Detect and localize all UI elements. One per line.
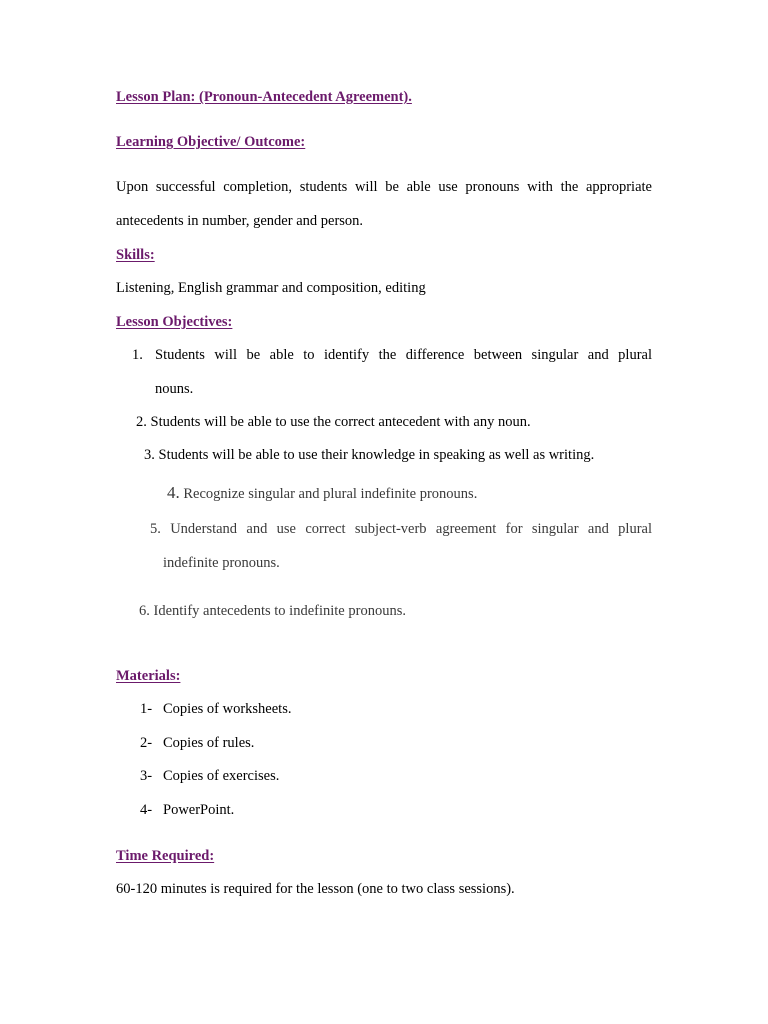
materials-heading: Materials: bbox=[116, 668, 181, 684]
objective-4 bbox=[167, 484, 477, 503]
objective-4-number: 4. bbox=[167, 483, 180, 502]
materials-item-text: Copies of rules. bbox=[163, 735, 255, 751]
objective-5-line-1: 5. Understand and use correct subject-verb agreement for singular and plural bbox=[150, 521, 652, 537]
objective-1-number: 1. bbox=[132, 347, 143, 363]
learning-objective-heading: Learning Objective/ Outcome: bbox=[116, 134, 306, 150]
materials-item-text: PowerPoint. bbox=[163, 802, 235, 818]
objective-4-text: Recognize singular and plural indefinite pronouns. bbox=[183, 486, 478, 502]
skills-heading: Skills: bbox=[116, 247, 155, 263]
time-required-text: 60-120 minutes is required for the lesson (one to two class sessions). bbox=[116, 881, 515, 897]
objective-6: 6. Identify antecedents to indefinite pronouns. bbox=[139, 603, 406, 619]
objective-1-line-1: Students will be able to identify the difference between singular and plural bbox=[155, 347, 652, 363]
objective-3: 3. Students will be able to use their knowledge in speaking as well as writing. bbox=[144, 447, 595, 463]
time-required-heading: Time Required: bbox=[116, 848, 215, 864]
materials-item-text: Copies of worksheets. bbox=[163, 701, 292, 717]
objective-2: 2. Students will be able to use the correct antecedent with any noun. bbox=[136, 414, 531, 430]
lesson-objectives-heading: Lesson Objectives: bbox=[116, 314, 233, 330]
materials-item-number: 4- bbox=[140, 802, 153, 818]
materials-item-number: 2- bbox=[140, 735, 153, 751]
lesson-plan-title: Lesson Plan: (Pronoun-Antecedent Agreement). bbox=[116, 89, 412, 105]
materials-item-number: 1- bbox=[140, 701, 153, 717]
materials-item-number: 3- bbox=[140, 768, 153, 784]
materials-item-text: Copies of exercises. bbox=[163, 768, 280, 784]
skills-text: Listening, English grammar and composition, editing bbox=[116, 280, 426, 296]
objective-5-line-2: indefinite pronouns. bbox=[163, 555, 280, 571]
learning-objective-text-line-1: Upon successful completion, students will be able use pronouns with the appropriate bbox=[116, 179, 652, 195]
learning-objective-text-line-2: antecedents in number, gender and person. bbox=[116, 213, 364, 229]
objective-1-line-2: nouns. bbox=[155, 381, 194, 397]
